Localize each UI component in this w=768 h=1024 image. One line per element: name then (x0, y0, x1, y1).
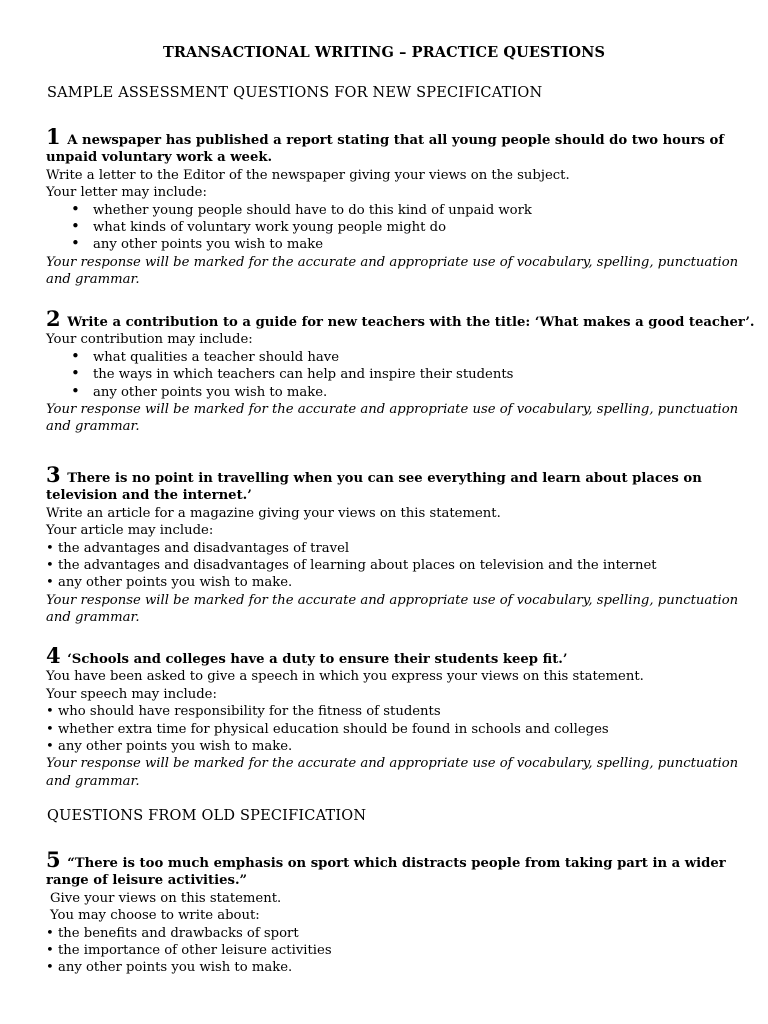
section-heading-new-specification: SAMPLE ASSESSMENT QUESTIONS FOR NEW SPECIFICATION (47, 85, 543, 101)
question-number: 1 (46, 124, 61, 149)
question-1 (46, 124, 739, 289)
question-1-lead-continued: unpaid voluntary work a week. (46, 150, 273, 166)
marking-note: Your response will be marked for the accurate and appropriate use of vocabulary, spelling, punctuation (46, 402, 739, 418)
question-4-bullet-list (46, 703, 736, 755)
question-3-task: Write an article for a magazine giving your views on this statement. (46, 505, 501, 521)
marking-note-continued: and grammar. (46, 773, 140, 789)
question-4-task: You have been asked to give a speech in which you express your views on this statement. (46, 669, 644, 685)
page-title: TRANSACTIONAL WRITING – PRACTICE QUESTIONS (162, 44, 606, 61)
list-item: • whether young people should have to do this kind of unpaid work (46, 202, 736, 219)
question-5-may-include: You may choose to write about: (50, 908, 260, 924)
question-1-lead: 1 A newspaper has published a report stating that all young people should do two hours of (46, 124, 724, 149)
question-5 (46, 847, 736, 977)
question-1-bullet-list (46, 202, 736, 254)
list-item: • any other points you wish to make (46, 236, 736, 253)
question-5-bullet-list (46, 925, 736, 977)
question-number: 2 (46, 306, 61, 331)
question-4 (46, 643, 739, 790)
list-item: • whether extra time for physical education should be found in schools and colleges (46, 721, 736, 738)
list-item: • the importance of other leisure activities (46, 942, 736, 959)
question-5-lead: 5 “There is too much emphasis on sport which distracts people from taking part in a wider (46, 847, 726, 872)
question-2 (46, 306, 755, 436)
question-number: 3 (46, 462, 61, 487)
question-3-bullet-list (46, 540, 736, 592)
marking-note-continued: and grammar. (46, 272, 140, 288)
question-5-lead-continued: range of leisure activities.” (46, 873, 248, 889)
question-4-lead: 4 ‘Schools and colleges have a duty to ensure their students keep fit.’ (46, 643, 568, 668)
list-item: • any other points you wish to make. (46, 959, 736, 976)
question-2-may-include: Your contribution may include: (46, 332, 253, 348)
question-number: 4 (46, 643, 61, 668)
question-2-bullet-list (46, 349, 736, 401)
list-item: • the advantages and disadvantages of learning about places on television and the internet (46, 557, 736, 574)
question-number: 5 (46, 847, 61, 872)
list-item: • what kinds of voluntary work young people might do (46, 219, 736, 236)
marking-note: Your response will be marked for the accurate and appropriate use of vocabulary, spelling, punctuation (46, 254, 739, 270)
question-3-may-include: Your article may include: (46, 523, 214, 539)
question-4-may-include: Your speech may include: (46, 686, 217, 702)
marking-note: Your response will be marked for the accurate and appropriate use of vocabulary, spelling, punctuation (46, 756, 739, 772)
list-item: • any other points you wish to make. (46, 574, 736, 591)
list-item: • who should have responsibility for the fitness of students (46, 703, 736, 720)
list-item: • the advantages and disadvantages of travel (46, 540, 736, 557)
question-3 (46, 462, 739, 627)
list-item: • any other points you wish to make. (46, 384, 736, 401)
question-3-lead-continued: television and the internet.’ (46, 488, 252, 504)
question-1-may-include: Your letter may include: (46, 185, 207, 201)
list-item: • the benefits and drawbacks of sport (46, 925, 736, 942)
question-5-task: Give your views on this statement. (50, 890, 282, 906)
list-item: • any other points you wish to make. (46, 738, 736, 755)
list-item: • the ways in which teachers can help and inspire their students (46, 366, 736, 383)
marking-note-continued: and grammar. (46, 610, 140, 626)
list-item: • what qualities a teacher should have (46, 349, 736, 366)
question-2-lead: 2 Write a contribution to a guide for new teachers with the title: ‘What makes a good teacher’. (46, 306, 755, 331)
marking-note: Your response will be marked for the accurate and appropriate use of vocabulary, spelling, punctuation (46, 592, 739, 608)
marking-note-continued: and grammar. (46, 419, 140, 435)
question-1-task: Write a letter to the Editor of the newspaper giving your views on the subject. (46, 167, 570, 183)
section-heading-old-specification: QUESTIONS FROM OLD SPECIFICATION (47, 808, 367, 824)
question-3-lead: 3 There is no point in travelling when you can see everything and learn about places on (46, 462, 702, 487)
